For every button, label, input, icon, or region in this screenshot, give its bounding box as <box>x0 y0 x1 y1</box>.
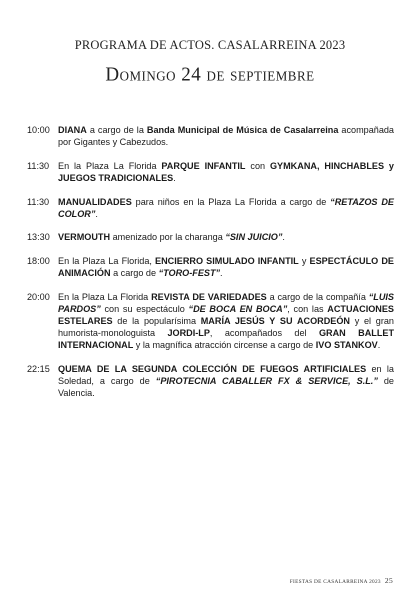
plain-text: . <box>377 339 381 350</box>
event-description <box>58 256 394 280</box>
emphasis-text: JORDI-LP <box>167 327 210 338</box>
plain-text: acompañada por Gigantes y Cabezudos. <box>58 125 394 147</box>
plain-text: para niños en la Plaza La Florida a cargo de <box>131 196 331 207</box>
event-item <box>27 364 394 400</box>
event-time: 18:00 <box>27 256 50 267</box>
plain-text: En la Plaza La Florida <box>58 160 162 171</box>
plain-text: y el gran humorista-monologuista <box>58 315 394 338</box>
emphasis-text: QUEMA DE LA SEGUNDA COLECCIÓN DE FUEGOS ARTIFICIALES <box>58 363 367 374</box>
footer-text: FIESTAS DE CASALARREINA 2023 <box>289 579 381 585</box>
plain-text: con <box>245 160 270 171</box>
emphasis-text: MANUALIDADES <box>58 196 132 207</box>
plain-text: a cargo de la <box>86 125 147 135</box>
plain-text: en la Soledad, a cargo de <box>58 363 394 386</box>
plain-text: y la magnífica atracción circense a cargo de <box>133 339 316 350</box>
emphasis-text: “DE BOCA EN BOCA” <box>188 304 288 315</box>
plain-text: de Valencia. <box>58 375 394 398</box>
event-time: 13:30 <box>27 232 50 243</box>
emphasis-text: “LUIS PARDOS” <box>58 292 394 315</box>
emphasis-text: REVISTA DE VARIEDADES <box>151 292 267 303</box>
emphasis-text: ESPECTÁCULO DE ANIMACIÓN <box>58 256 394 279</box>
plain-text: . <box>282 232 285 243</box>
page-footer <box>290 576 393 585</box>
program-title: PROGRAMA DE ACTOS. CASALARREINA 2023 <box>74 38 346 52</box>
emphasis-text: “SIN JUICIO” <box>225 232 283 243</box>
plain-text: . <box>173 172 176 183</box>
event-time: 20:00 <box>27 292 50 303</box>
emphasis-text: “RETAZOS DE COLOR” <box>58 196 394 219</box>
emphasis-text: MARÍA JESÚS Y SU ACORDEÓN <box>200 315 350 326</box>
emphasis-text: ACTUACIONES ESTELARES <box>58 304 394 326</box>
event-time: 11:30 <box>27 160 50 171</box>
event-description <box>58 292 394 352</box>
event-item <box>27 292 394 352</box>
event-description <box>58 161 394 185</box>
plain-text: , con las <box>287 304 328 315</box>
emphasis-text: GRAN BALLET INTERNACIONAL <box>58 327 395 350</box>
emphasis-text: Banda Municipal de Música de Casalarreina <box>146 125 339 135</box>
plain-text: En la Plaza La Florida <box>58 292 152 303</box>
emphasis-text: DIANA <box>58 125 87 135</box>
page-header <box>0 38 420 86</box>
emphasis-text: IVO STANKOV <box>315 339 378 350</box>
event-time: 22:15 <box>27 363 50 374</box>
event-item <box>27 256 394 280</box>
event-time: 10:00 <box>27 125 50 135</box>
day-title: Domingo 24 de septiembre <box>105 63 315 86</box>
event-item <box>27 125 394 149</box>
event-list <box>27 125 394 411</box>
emphasis-text: “PIROTECNIA CABALLER FX & SERVICE, S.L.” <box>155 375 378 386</box>
plain-text: con su espectáculo <box>100 304 189 315</box>
plain-text: amenizado por la charanga <box>110 232 226 243</box>
plain-text: En la Plaza La Florida, <box>58 256 156 267</box>
event-item <box>27 232 394 244</box>
event-description <box>58 125 394 149</box>
plain-text: a cargo de <box>110 268 159 279</box>
emphasis-text: “TORO-FEST” <box>158 268 221 279</box>
emphasis-text: ENCIERRO SIMULADO INFANTIL <box>155 256 299 267</box>
plain-text: de la popularísima <box>112 315 201 326</box>
plain-text: , acompañados del <box>209 327 319 338</box>
plain-text: . <box>95 208 98 219</box>
event-item <box>27 161 394 185</box>
emphasis-text: VERMOUTH <box>58 232 111 243</box>
plain-text: a cargo de la compañía <box>266 292 369 303</box>
emphasis-text: GYMKANA, HINCHABLES y JUEGOS TRADICIONALES <box>58 160 394 183</box>
event-item <box>27 197 394 221</box>
emphasis-text: PARQUE INFANTIL <box>161 160 246 171</box>
plain-text: y <box>298 256 310 267</box>
event-description <box>58 232 394 244</box>
event-description <box>58 364 394 400</box>
event-description <box>58 197 394 221</box>
event-time: 11:30 <box>27 196 50 207</box>
page-number: 25 <box>384 576 393 585</box>
plain-text: . <box>220 268 223 279</box>
